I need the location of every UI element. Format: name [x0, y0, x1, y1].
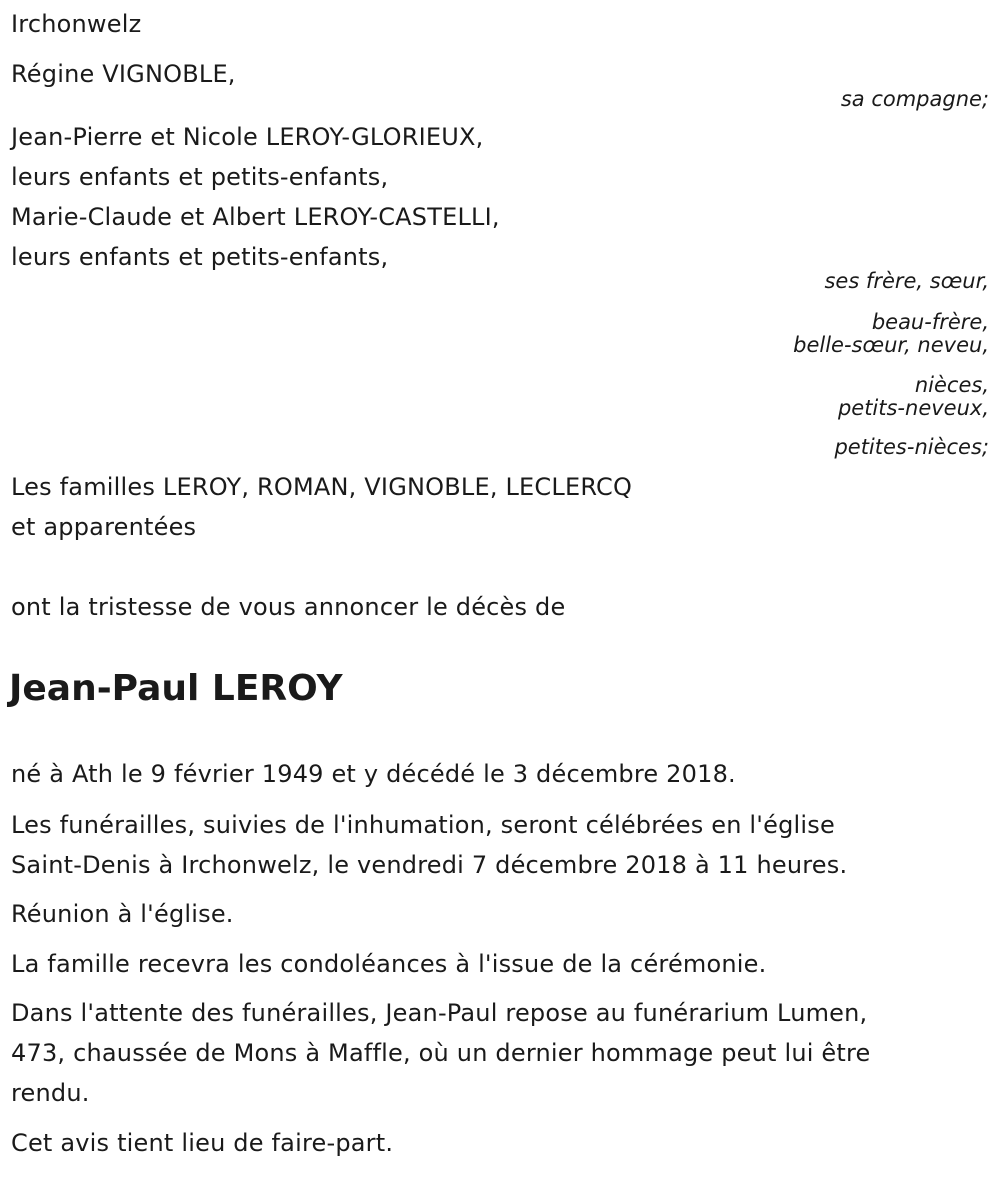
sibling-line-2: Marie-Claude et Albert LEROY-CASTELLI, [11, 203, 500, 231]
sibling-children-line-1: leurs enfants et petits-enfants, [11, 163, 389, 191]
rest-line-2: 473, chaussée de Mons à Maffle, où un dernier hommage peut lui être [11, 1039, 871, 1067]
relation-role: petites-nièces; [834, 435, 989, 459]
condolences-line: La famille recevra les condoléances à l'issue de la cérémonie. [11, 950, 767, 978]
rest-line-3: rendu. [11, 1079, 90, 1107]
relation-role: petits-neveux, [837, 396, 989, 420]
relation-role: beau-frère, [871, 310, 989, 334]
relation-role: ses frère, sœur, [824, 269, 989, 293]
companion-name: Régine VIGNOBLE, [11, 60, 236, 88]
place-heading: Irchonwelz [11, 10, 142, 38]
notice-line: Cet avis tient lieu de faire-part. [11, 1129, 394, 1157]
sibling-line-1: Jean-Pierre et Nicole LEROY-GLORIEUX, [11, 123, 484, 151]
meeting-line: Réunion à l'église. [11, 900, 234, 928]
companion-role: sa compagne; [840, 87, 989, 111]
deceased-name: Jean-Paul LEROY [9, 668, 343, 709]
relation-role: belle-sœur, neveu, [793, 333, 989, 357]
sibling-children-line-2: leurs enfants et petits-enfants, [11, 243, 389, 271]
funeral-line-2: Saint-Denis à Irchonwelz, le vendredi 7 décembre 2018 à 11 heures. [11, 851, 848, 879]
families-line-2: et apparentées [11, 513, 197, 541]
families-line-1: Les familles LEROY, ROMAN, VIGNOBLE, LECLERCQ [11, 473, 633, 501]
birth-death-line: né à Ath le 9 février 1949 et y décédé le 3 décembre 2018. [11, 760, 736, 788]
funeral-line-1: Les funérailles, suivies de l'inhumation, seront célébrées en l'église [11, 811, 835, 839]
relation-role: nièces, [914, 373, 989, 397]
rest-line-1: Dans l'attente des funérailles, Jean-Paul repose au funérarium Lumen, [11, 999, 868, 1027]
announcement-intro: ont la tristesse de vous annoncer le décès de [11, 593, 566, 621]
